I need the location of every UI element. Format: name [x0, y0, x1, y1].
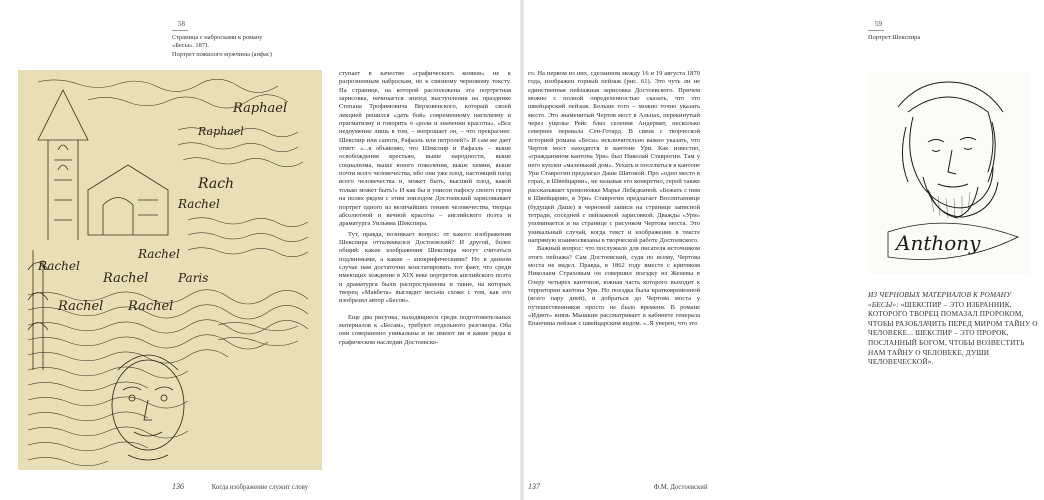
- running-title-left: Когда изображение служит слову: [211, 484, 308, 491]
- portrait-signature: Anthony: [896, 231, 981, 255]
- paragraph: го. На первом из них, сделанном между 16 и 19 августа 1870 года, изображен горный пейзаж (рис. 61). Это чуть ли не единственная пейзажная зарисовка Достоевского. Причем можно с полной определенностью сказать, что это швейцарский пейзаж. Больше того – можно точно указать место. Это знаменитый Чертов мост в Альпах, перекинутый через ущелье Рейс близ селения Андермат, несколько севернее перевала Сен-Готард. В связи с творческой историей романа «Бесы» исключительно важно указать, что Чертов мост находится в кантоне Ури. Как известно, «гражданином кантона Ури» был Николай Ставрогин. Там у него куплен «маленький дом». Уехать и поселиться в кантоне Ури Ставрогин предлагал Даше Шатовой. Про «одно место в горах, в Швейцарии», не называя его конкретно, герой также рассказывает хромоножке Марье Лебядкиной. «Бежать с ним в Швейцарию, в Ури» Ставрогин предлагает Воспитаннице (будущей Даше) в черновой записи на странице записной тетради, соседней с пейзажной зарисовкой. Дважды «Ури» упоминается и на странице с рисунком Чертова моста. Это уникальный случай, когда текст и изображение в тексте напрямую взаимосвязаны в творческой работе Достоевского.: [528, 70, 700, 244]
- footer-right: [528, 482, 708, 491]
- caption-line: «Бесы». 1871.: [172, 42, 210, 50]
- portrait-drawing: [868, 72, 1030, 274]
- manuscript-word: Rachel: [103, 271, 149, 286]
- paragraph: ступает в качестве «графического конвоя» не к разрозненным наброскам, но к связному черновому тексту. На странице, на которой расположена эта портретная зарисовка, начинается эпизод выступления на празднике Степана Трофимовича Верховенского, который своей лекцией решился «дать бой» современному нигилизму и прагматизму и говорить о «роли и значении красоты». «Все недоумение лишь в том, – вопрошает он, – что прекраснее: Шекспир или сапоги, Рафаэль или петролей?» И сам же дает ответ: «...я объявляю, что Шекспир и Рафаэль – выше освобождения крестьян, выше народности, выше социализма, выше юного поколения, выше химии, выше почти всего человечества, ибо они уже плод, настоящий плод всего человечества и, может быть, высший плод, какой только может быть!» И как бы в унисон пафосу своего героя на полях рядом с этим эпизодом Достоевский зарисовывает портрет одного из величайших гениев человечества, творца абсолютной и вечной красоты – английского поэта и драматурга Уильяма Шекспира.: [339, 70, 511, 228]
- paragraph: Тут, правда, возникает вопрос: от какого изображения Шекспира отталкивался Достоевский? И другой, более общий: какие изображения Шекспира могут считаться подлинными, а какие – апокрифическими? Но в данном случае нам достаточно констатировать тот факт, что среди имеющих хождение в XIX веке портретов английского поэта и драматурга были распространены и такие, на которых творец «Макбета» выглядит весьма схоже с тем, как его изобразил автор «Бесов».: [339, 230, 511, 305]
- quote-source: ИЗ ЧЕРНОВЫХ МАТЕРИАЛОВ К РОМАНУ «БЕСЫ»:: [868, 290, 1012, 309]
- manuscript-word: Rachel: [128, 299, 174, 314]
- folio-rule-right: [868, 30, 884, 31]
- folio-left: 58: [178, 20, 185, 28]
- manuscript-word: Raphael: [233, 101, 288, 116]
- manuscript-sketch-image: [18, 70, 322, 470]
- manuscript-word: Rachel: [178, 197, 220, 211]
- text-column-2: [528, 70, 700, 329]
- manuscript-word: Raphael: [198, 125, 244, 138]
- shakespeare-portrait-image: [868, 72, 1030, 274]
- manuscript-word: Rachel: [58, 299, 104, 314]
- folio-rule-left: [172, 30, 188, 31]
- running-title-right: Ф.М. Достоевский: [653, 484, 708, 491]
- page-number-right: 137: [528, 482, 540, 491]
- caption-line: Портрет пожилого мужчины (анфас): [172, 50, 272, 58]
- figure-caption-left: [172, 34, 272, 59]
- manuscript-word: Paris: [178, 271, 209, 285]
- paragraph: Еще два рисунка, находящиеся среди подготовительных материалов к «Бесам», требуют отдельного разговора. Оба они совершенно уникальны и не имеют ни в какие ряды в графическом наследии Достоевско-: [339, 313, 511, 346]
- caption-line: Страница с набросками к роману: [172, 34, 263, 41]
- paragraph: Важный вопрос: что послужило для писателя источником этого пейзажа? Сам Достоевский, судя по всему, Чертова моста не видел. Правда, в 1862 году вместе с критиком Николаем Страховым он совершил поездку из Женевы в Озеру четырех кантонов, южная часть которого выходит к территории кантона Ури. Но поездка была кратковременной (всего пару дней), и добраться до Чертова моста у путешественников просто не было времени. В романе «Идиот» князь Мышкин рассматривает в кабинете генерала Епанчина пейзаж с швейцарским видом. «..Я уверен, что это: [528, 245, 700, 328]
- pull-quote: [868, 290, 1038, 367]
- page-number-left: 136: [172, 482, 184, 491]
- figure-caption-right: Портрет Шекспира: [868, 34, 921, 41]
- text-column-1: [339, 70, 511, 347]
- manuscript-word: Rachel: [38, 259, 80, 273]
- folio-right: 59: [875, 20, 882, 28]
- manuscript-drawing: [18, 70, 322, 470]
- footer-left: [172, 482, 308, 491]
- manuscript-word: Rachel: [138, 247, 180, 261]
- manuscript-word: Rach: [198, 176, 235, 192]
- right-page: [522, 0, 1044, 500]
- quote-text: «ШЕКСПИР – ЭТО ИЗБРАННИК, КОТОРОГО ТВОРЕЦ ПОМАЗАЛ ПРОРОКОМ, ЧТОБЫ РАЗОБЛАЧИТЬ ПЕРЕД МИРОМ ТАЙНУ О ЧЕЛОВЕКЕ... ШЕКСПИР – ЭТО ПРОРОК, ПОСЛАННЫЙ БОГОМ, ЧТОБЫ ВОЗВЕСТИТЬ НАМ ТАЙНУ О ЧЕЛОВЕКЕ, ДУШИ ЧЕЛОВЕЧЕСКОЙ».: [868, 299, 1038, 367]
